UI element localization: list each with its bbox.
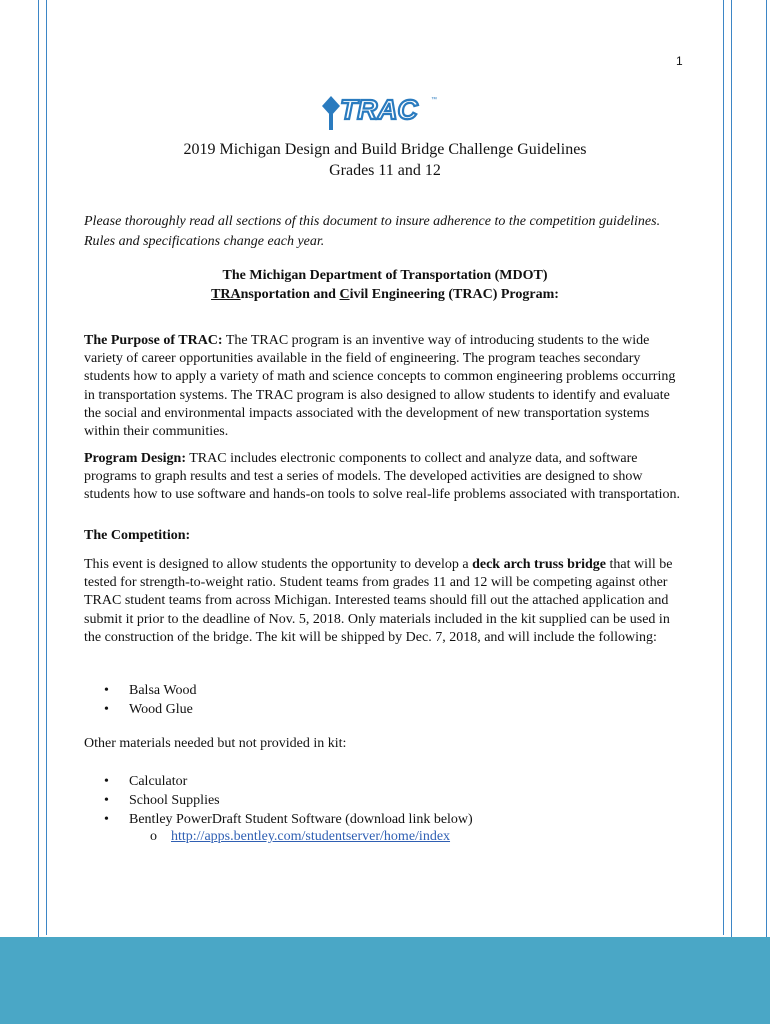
kit-items-list: [104, 681, 196, 719]
trac-logo: [322, 92, 446, 137]
design-paragraph: Program Design: TRAC includes electronic components to collect and analyze data, and software programs to graph results and test a series of models. The developed activities are designed to show students how to use software and hands-on tools to solve real-life problems associated with transportation.: [84, 451, 681, 503]
document-title: 2019 Michigan Design and Build Bridge Challenge Guidelines: [183, 141, 587, 158]
org-heading-line1: The Michigan Department of Transportation (MDOT): [222, 268, 548, 283]
document-subtitle: Grades 11 and 12: [329, 162, 441, 179]
page-border-right-inner: [723, 0, 724, 935]
list-item: • Bentley PowerDraft Student Software (download link below): [104, 812, 473, 827]
purpose-paragraph: The Purpose of TRAC: The TRAC program is an inventive way of introducing students to the wide variety of career opportunities available in the field of engineering. The program teaches secondary students how to apply a variety of math and science concepts to common engineering problems occurring in transportation systems. The TRAC program is also designed to allow students to identify and evaluate the social and environmental impacts associated with the development of new transportation systems within their communities.: [84, 333, 676, 440]
logo-trademark: ™: [431, 97, 437, 103]
page-border-right-outer: [731, 0, 732, 958]
list-item: • Balsa Wood: [104, 683, 197, 698]
page-border-left-outer: [38, 0, 39, 958]
list-item: • Wood Glue: [104, 702, 193, 717]
page-border-left-inner: [46, 0, 47, 935]
download-link[interactable]: http://apps.bentley.com/studentserver/home/index: [171, 829, 451, 844]
org-heading-line2: TRAnsportation and Civil Engineering (TRAC) Program:: [211, 287, 559, 302]
list-item: • Calculator: [104, 774, 188, 789]
other-items-list: [104, 772, 473, 829]
competition-heading: The Competition:: [84, 528, 191, 543]
competition-paragraph: This event is designed to allow students the opportunity to develop a deck arch truss bridge that will be tested for strength-to-weight ratio. Student teams from grades 11 and 12 will be competing against other TRAC student teams from across Michigan. Interested teams should fill out the attached application and submit it prior to the deadline of Nov. 5, 2018. Only materials included in the kit supplied can be used in the construction of the bridge. The kit will be shipped by Dec. 7, 2018, and will include the following:: [84, 557, 673, 645]
download-link-item: o http://apps.bentley.com/studentserver/home/index: [150, 829, 451, 844]
page-number: 1: [676, 54, 683, 68]
design-heading: Program Design:: [84, 451, 186, 466]
list-item: • School Supplies: [104, 793, 220, 808]
purpose-heading: The Purpose of TRAC:: [84, 333, 223, 348]
intro-notice: Please thoroughly read all sections of this document to insure adherence to the competition guidelines. Rules and specifications change each year.: [84, 214, 661, 249]
page-edge-right: [766, 0, 767, 958]
logo-wordmark: TRAC: [340, 94, 418, 125]
footer-band: [0, 937, 770, 1024]
other-materials-heading: Other materials needed but not provided in kit:: [84, 736, 347, 751]
